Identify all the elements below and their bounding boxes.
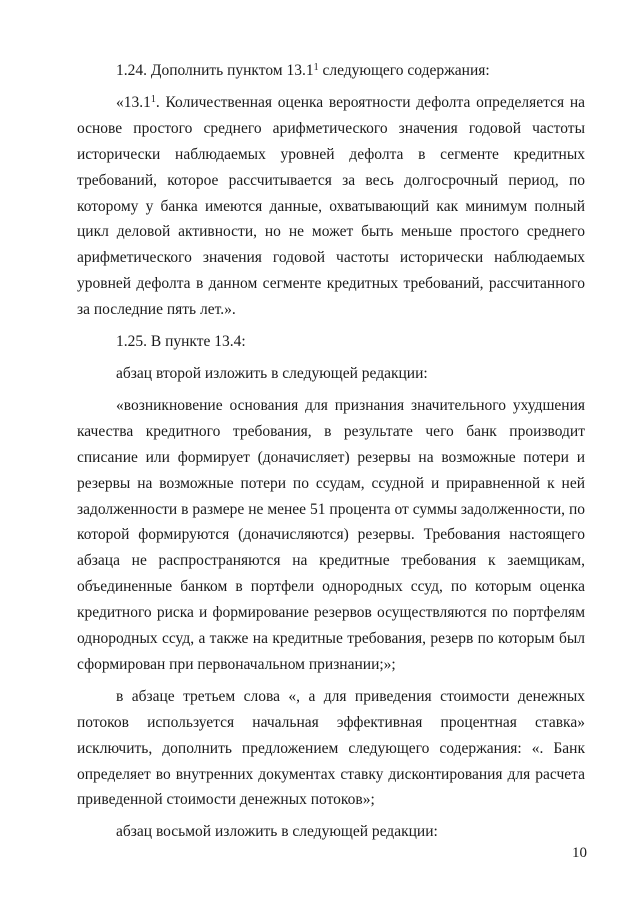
clause-1-24-tail: следующего содержания:	[318, 62, 490, 79]
clause-1-24	[77, 58, 585, 84]
clause-1-25: 1.25. В пункте 13.4:	[116, 333, 246, 351]
paragraph-instruction-2: в абзаце третьем слова «, а для приведения стоимости денежных потоков используется начальная эффективная процентная ставка» исключить, дополнить предложением следующего содержания: «. Банк определяет во внутренних документах ставку дисконтирования для расчета приведенной стоимости денежных потоков»;	[77, 687, 585, 809]
clause-1-24-text: 1.24. Дополнить пунктом 13.1	[116, 62, 314, 79]
paragraph-instruction-3: абзац восьмой изложить в следующей редакции:	[116, 823, 438, 841]
clause-13-1-1-text: . Количественная оценка вероятности дефолта определяется на основе простого среднего арифметического значения годовой частоты исторически наблюдаемых уровней дефолта в сегменте кредитных требований, которое рассчитывается за весь долгосрочный период, по которому у банка имеются данные, охватывающий как минимум полный цикл деловой активности, но не может быть меньше простого среднего арифметического значения годовой частоты исторически наблюдаемых уровней дефолта в данном сегменте кредитных требований, рассчитанного за последние пять лет.».	[77, 93, 585, 319]
document-body	[77, 58, 585, 845]
clause-13-1-1	[77, 90, 585, 323]
page-number: 10	[572, 845, 587, 861]
paragraph-instruction-1: абзац второй изложить в следующей редакции:	[116, 364, 428, 382]
superscript: 1	[150, 93, 156, 105]
clause-13-1-1-head: «13.1	[116, 93, 151, 111]
paragraph-quote-1: «возникновение основания для признания значительного ухудшения качества кредитного требования, в результате чего банк производит списание или формирует (доначисляет) резервы на возможные потери и резервы на возможные потери по ссудам, ссудной и приравненной к ней задолженности в размере не менее 51 процента от суммы задолженности, по которой формируются (доначисляются) резервы. Требования настоящего абзаца не распространяются на кредитные требования к заемщикам, объединенные банком в портфели однородных ссуд, по которым оценка кредитного риска и формирование резервов осуществляются по портфелям однородных ссуд, а также на кредитные требования, резерв по которым был сформирован при первоначальном признании;»;	[77, 396, 585, 673]
superscript: 1	[313, 62, 319, 73]
